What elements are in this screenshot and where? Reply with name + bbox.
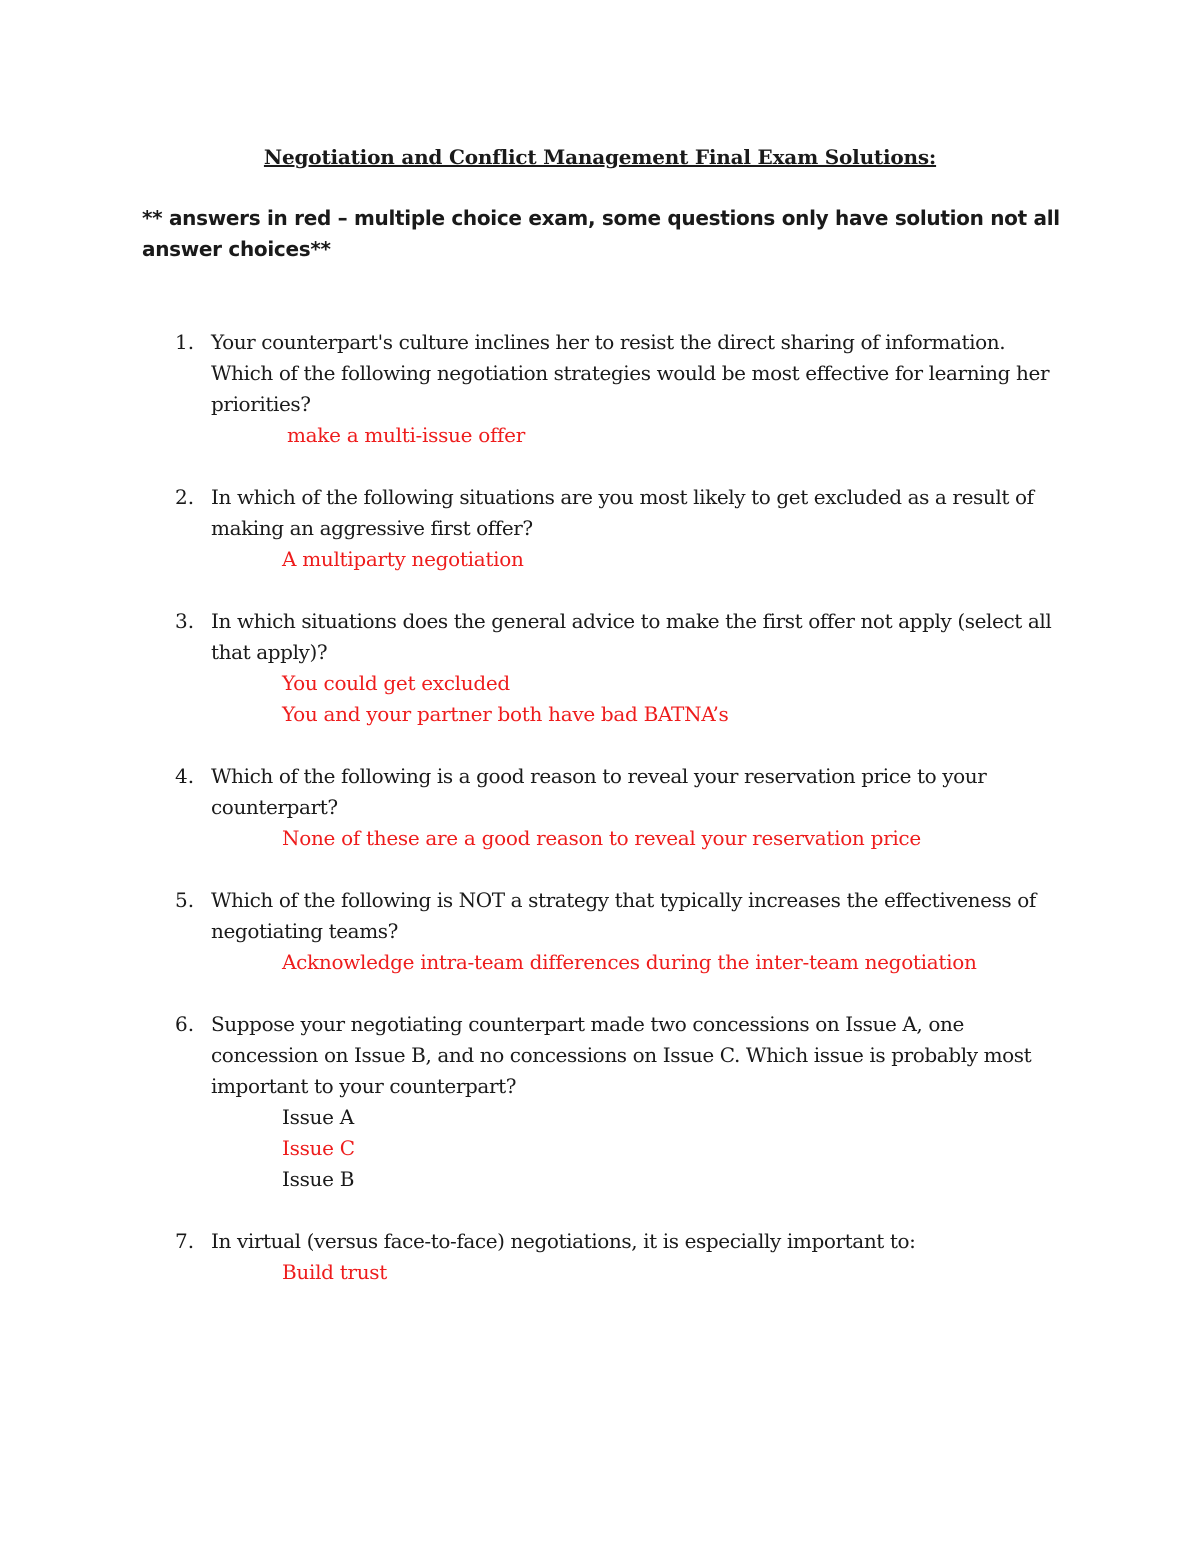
question-item-4 (0, 761, 1200, 854)
answer-correct: Acknowledge intra-team differences during the inter-team negotiation (282, 950, 977, 974)
question-item-5 (0, 885, 1200, 978)
question-text: Your counterpart's culture inclines her to resist the direct sharing of information. Which of the following negotiation strategies would be most effective for learning her priorities? (211, 330, 1050, 416)
answer-correct: You could get excluded (282, 671, 510, 695)
question-number: 5. (175, 888, 195, 912)
question-number: 2. (175, 485, 195, 509)
question-item-7 (0, 1226, 1200, 1288)
question-text: In which of the following situations are you most likely to get excluded as a result of making an aggressive first offer? (211, 485, 1034, 540)
question-item-1 (0, 327, 1200, 451)
question-text: In virtual (versus face-to-face) negotiations, it is especially important to: (211, 1229, 916, 1253)
question-text: Which of the following is a good reason to reveal your reservation price to your counterpart? (211, 764, 987, 819)
answer-correct: None of these are a good reason to reveal your reservation price (282, 826, 921, 850)
answer-correct: A multiparty negotiation (282, 547, 524, 571)
question-number: 3. (175, 609, 195, 633)
document-title: Negotiation and Conflict Management Final Exam Solutions: (263, 145, 937, 169)
answer-option: Issue B (282, 1167, 355, 1191)
answer-correct: make a multi-issue offer (287, 423, 525, 447)
answer-correct: Issue C (282, 1136, 355, 1160)
question-number: 4. (175, 764, 195, 788)
question-item-2 (0, 482, 1200, 575)
question-item-3 (0, 606, 1200, 730)
answer-key-note: ** answers in red – multiple choice exam, some questions only have solution not all answer choices** (142, 206, 1060, 261)
question-text: Suppose your negotiating counterpart made two concessions on Issue A, one concession on Issue B, and no concessions on Issue C. Which issue is probably most important to your counterpart? (211, 1012, 1032, 1098)
question-number: 1. (175, 330, 195, 354)
question-number: 7. (175, 1229, 195, 1253)
question-text: Which of the following is NOT a strategy that typically increases the effectiveness of negotiating teams? (211, 888, 1036, 943)
question-list (0, 327, 1200, 1319)
question-item-6 (0, 1009, 1200, 1195)
answer-correct: Build trust (282, 1260, 388, 1284)
question-number: 6. (175, 1012, 195, 1036)
question-text: In which situations does the general advice to make the first offer not apply (select all that apply)? (211, 609, 1052, 664)
answer-correct: You and your partner both have bad BATNA’s (282, 702, 729, 726)
answer-option: Issue A (282, 1105, 354, 1129)
